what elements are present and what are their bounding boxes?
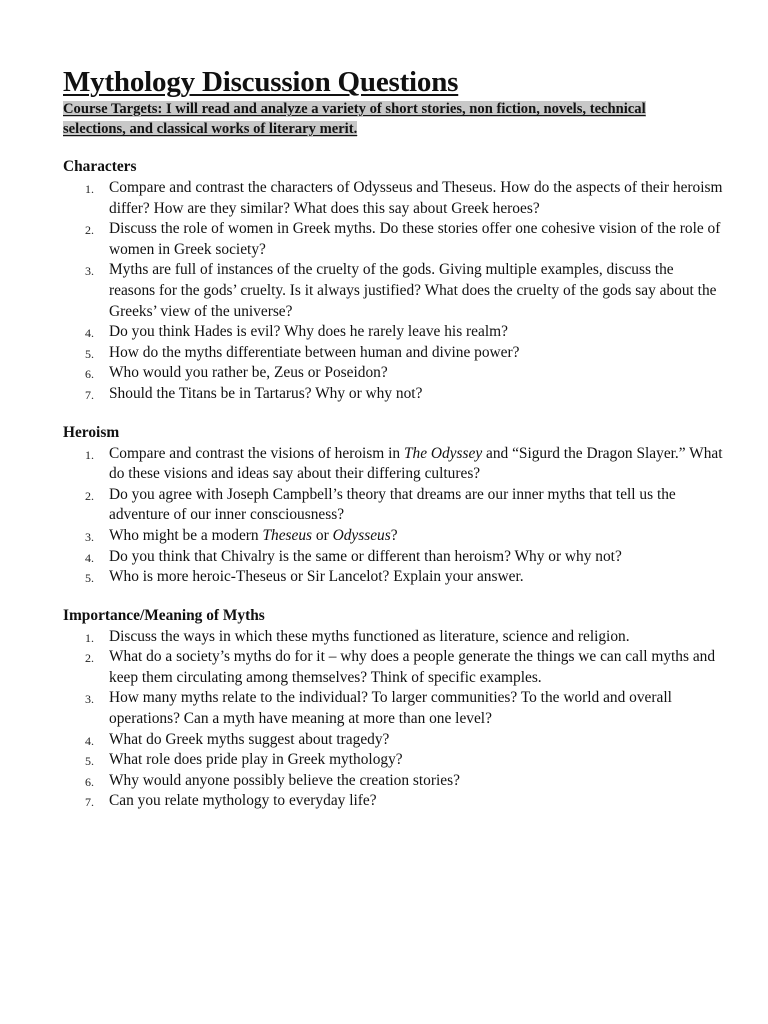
question-text: Myths are full of instances of the cruelty of the gods. Giving multiple examples, discuss the reasons for the gods’ cruelty. Is it always justified? What does the cruelty of the gods say about the Greeks’ view of the universe? (109, 261, 717, 320)
question-item (63, 771, 723, 792)
title-italic: Theseus (262, 526, 313, 544)
question-text: What do a society’s myths do for it – why does a people generate the things we can call myths and keep them circulating among themselves? Think of specific examples. (109, 648, 716, 686)
question-item (63, 363, 723, 384)
question-number: 2. (85, 651, 94, 666)
section-importance-meaning-of-myths (63, 606, 723, 812)
section-heading: Importance/Meaning of Myths (63, 606, 265, 624)
question-item (63, 322, 723, 343)
question-list (63, 178, 723, 405)
question-text: Can you relate mythology to everyday life? (109, 792, 377, 810)
question-number: 4. (85, 550, 94, 565)
question-number: 1. (85, 182, 94, 196)
question-item (63, 526, 723, 547)
course-targets (63, 99, 678, 139)
question-number: 2. (85, 223, 94, 238)
question-item (63, 219, 723, 260)
question-number: 4. (85, 326, 94, 341)
question-text: What do Greek myths suggest about tragedy? (109, 730, 390, 748)
question-text: How many myths relate to the individual? To larger communities? To the world and overall operations? Can a myth have meaning at more than one level? (109, 689, 672, 728)
question-list (63, 627, 723, 812)
question-number: 1. (85, 630, 94, 645)
question-item (63, 791, 723, 812)
question-item (63, 647, 723, 688)
question-item (63, 567, 723, 588)
question-item (63, 547, 723, 568)
question-text: Compare and contrast the characters of Odysseus and Theseus. How do the aspects of their heroism differ? How are they similar? What does this say about Greek heroes? (109, 179, 723, 217)
section-characters (63, 157, 723, 405)
question-item (63, 178, 723, 219)
question-number: 5. (85, 571, 94, 586)
question-number: 3. (85, 692, 94, 707)
question-number: 1. (85, 447, 94, 462)
question-number: 6. (85, 367, 94, 382)
question-item (63, 343, 723, 364)
course-targets-text: Course Targets: I will read and analyze a variety of short stories, non fiction, novels, technical selections, and classical works of literary merit. (63, 101, 646, 137)
question-number: 4. (85, 733, 94, 748)
page-title: Mythology Discussion Questions (63, 66, 459, 98)
question-text: Who is more heroic-Theseus or Sir Lancelot? Explain your answer. (109, 568, 524, 586)
question-list (63, 444, 723, 588)
question-number: 3. (85, 264, 94, 279)
question-number: 6. (85, 774, 94, 789)
question-number: 5. (85, 346, 94, 361)
question-text: and “Sigurd the Dragon Slayer.” What do these visions and ideas say about their differing cultures? (109, 444, 723, 483)
question-text: Why would anyone possibly believe the creation stories? (109, 771, 460, 789)
sections-container (63, 157, 723, 812)
question-number: 7. (85, 795, 94, 810)
question-text: Compare and contrast the visions of heroism in (109, 444, 404, 462)
question-text: Discuss the role of women in Greek myths. Do these stories offer one cohesive vision of the role of women in Greek society? (109, 220, 721, 258)
question-text: or (312, 526, 333, 544)
question-text: Do you think Hades is evil? Why does he rarely leave his realm? (109, 323, 508, 341)
question-item (63, 485, 723, 526)
question-item (63, 384, 723, 405)
section-heading: Characters (63, 158, 137, 175)
section-heading: Heroism (63, 423, 120, 441)
question-item (63, 260, 723, 322)
section-heroism (63, 423, 723, 588)
question-number: 7. (85, 387, 94, 402)
question-text: How do the myths differentiate between human and divine power? (109, 343, 520, 361)
question-text: What role does pride play in Greek mythology? (109, 751, 403, 769)
question-text: Should the Titans be in Tartarus? Why or why not? (109, 384, 423, 402)
question-text: Who might be a modern (109, 526, 263, 544)
question-number: 3. (85, 529, 94, 544)
question-item (63, 627, 723, 648)
question-item (63, 730, 723, 751)
question-text: Discuss the ways in which these myths functioned as literature, science and religion. (109, 627, 630, 645)
question-text: Do you agree with Joseph Campbell’s theory that dreams are our inner myths that tell us the adventure of our inner consciousness? (109, 485, 676, 524)
question-item (63, 688, 723, 729)
question-item (63, 750, 723, 771)
question-text: Who would you rather be, Zeus or Poseidon? (109, 364, 388, 382)
title-italic: The Odyssey (403, 444, 483, 462)
question-number: 5. (85, 754, 94, 769)
question-item (63, 444, 723, 485)
question-number: 2. (85, 488, 94, 503)
title-italic: Odysseus (332, 526, 391, 544)
question-text: ? (390, 526, 398, 544)
document-page (63, 66, 723, 812)
question-text: Do you think that Chivalry is the same or different than heroism? Why or why not? (109, 547, 622, 565)
